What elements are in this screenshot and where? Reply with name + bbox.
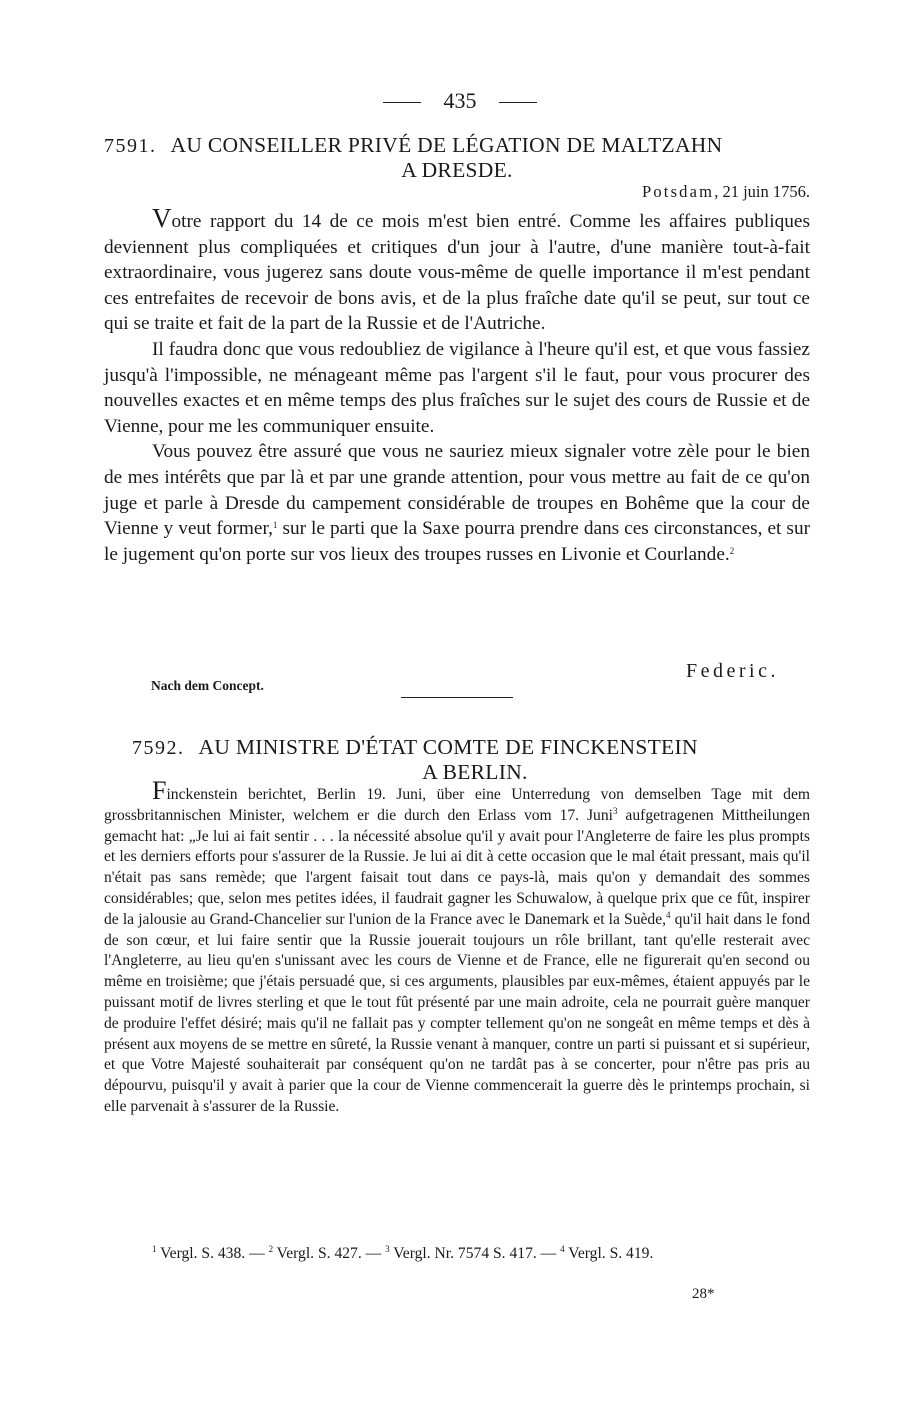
footnotes — [104, 1244, 810, 1264]
paragraph-text: aufgetragenen Mittheilungen gemacht hat: „Je lui ai fait sentir . . . la nécessité absolue qu'il y avait pour l'Angleterre de faire les plus prompts et les derniers efforts pour s'assurer de la Russie. Je lui ai dit à cette occasion que le mal était pressant, mais qu'il n'était pas sans remède; que l'argent faisait tout dans ce pays-là, mais qu'on y demandait des sommes considérables; que, selon mes petites idées, il faudrait gagner les Schuwalow, à quelque prix que ce fût, inspirer de la jalousie au Grand-Chancelier sur l'union de la France avec le Danemark et la Suède, — [104, 806, 810, 928]
paragraph-text: otre rapport du 14 de ce mois m'est bien entré. Comme les affaires publiques deviennent plus compliquées et critiques d'un jour à l'autre, d'une manière tout-à-fait extraordinaire, vous jugerez sans doute vous-même de quelle importance il m'est pendant ces entrefaites de recevoir de bons avis, et de la plus fraîche date qu'il se peut, sur tout ce qui se traite et fait de la part de la Russie et de l'Autriche. — [104, 211, 810, 335]
footnote-text: Vergl. S. 438. — — [156, 1245, 269, 1262]
footnote-text: Vergl. Nr. 7574 S. 417. — — [389, 1245, 561, 1262]
heading-destination: A DRESDE. — [401, 158, 513, 182]
footnote-ref: 3 — [613, 805, 618, 816]
footnote-marker: 2 — [268, 1244, 274, 1254]
paragraph-text: inckenstein berichtet, Berlin 19. Juni, über eine Unterredung von demselben Tage mit dem grossbritannischen Minister, welchem er die durch den Erlass vom 17. Juni — [104, 786, 810, 824]
footnote-line — [104, 1244, 810, 1264]
paragraph-text: sur le parti que la Saxe pourra prendre dans ces circonstances, et sur le jugement qu'on porte sur vos lieux des troupes russes en Livonie et Courlande. — [104, 518, 811, 565]
footnote-ref: 4 — [666, 909, 671, 920]
document-7591-heading — [104, 133, 810, 182]
heading-title: AU CONSEILLER PRIVÉ DE LÉGATION DE MALTZAHN — [170, 133, 723, 157]
heading-line-1 — [104, 133, 810, 158]
initial-letter: V — [152, 203, 172, 233]
document-7592-heading — [104, 735, 786, 784]
header-dash-right — [499, 102, 537, 103]
paragraph-text: qu'il hait dans le fond de son cœur, et lui faire sentir que la Russie jouerait toujours un rôle brillant, tant qu'elle resterait avec l'Angleterre, au lieu qu'en s'unissant avec les cours de Vienne et de France, elle ne figurerait qu'en second ou même en troisième; que j'étais persuadé que, si ces arguments, plausibles par eux-mêmes, étaient appuyés par le puissant motif de livres sterling et que le tout fût présenté par une main adroite, cela ne pourrait guère manquer de produire l'effet désiré; mais qu'il ne fallait pas y compter tellement qu'on ne songeât en même temps et dès à présent aux moyens de se mettre en sûreté, la Russie venant à manquer, contre un parti si puissant et si supérieur, et que Votre Majesté souhaiterait par conséquent qu'on ne tardât pas à se concerter, pour n'être pas pris au dépourvu, puisqu'il y avait à parier que la cour de Vienne commencerait la guerre dès le printemps prochain, si elle parvenait à s'assurer de la Russie. — [104, 910, 810, 1115]
dateline — [560, 182, 810, 202]
footnote-marker: 4 — [560, 1244, 565, 1254]
footnote-text: Vergl. S. 419. — [564, 1245, 654, 1262]
page-header — [0, 88, 900, 118]
heading-destination: A BERLIN. — [422, 760, 528, 784]
initial-letter: F — [152, 776, 167, 805]
footnote-ref: 2 — [729, 545, 735, 556]
footnote-marker: 3 — [385, 1244, 390, 1254]
dateline-place: Potsdam — [641, 182, 715, 201]
signature: Federic. — [686, 660, 779, 682]
header-dash-left — [383, 102, 421, 103]
footnote-text: Vergl. S. 427. — — [273, 1245, 386, 1262]
printer-signature-mark: 28* — [692, 1286, 715, 1302]
dateline-date: , 21 juin 1756. — [714, 182, 810, 201]
letter-body — [104, 203, 811, 567]
report-summary — [104, 776, 810, 1118]
letter-paragraph — [104, 439, 810, 567]
letter-paragraph: Il faudra donc que vous redoubliez de vigilance à l'heure qu'il est, et que vous fassiez jusqu'à l'impossible, ne ménageant même pas l'argent s'il le faut, pour vous procurer des nouvelles exactes et en même temps des plus fraîches sur le sujet des cours de Russie et de Vienne, pour me les communiquer ensuite. — [104, 338, 810, 437]
section-divider — [401, 697, 513, 698]
heading-line-1 — [104, 735, 786, 760]
source-note: Nach dem Concept. — [151, 678, 264, 693]
letter-paragraph — [104, 203, 810, 337]
footnote-ref: 1 — [272, 520, 278, 531]
paragraph-text: Vous pouvez être assuré que vous ne sauriez mieux signaler votre zèle pour le bien de mes intérêts que par là et par une grande attention, pour vous mettre au fait de ce qu'on juge et parle à Dresde du campement considérable de troupes en Bohême que la cour de Vienne y veut former, — [104, 441, 810, 540]
heading-title: AU MINISTRE D'ÉTAT COMTE DE FINCKENSTEIN — [198, 735, 698, 759]
summary-paragraph — [104, 776, 810, 1118]
page-number: 435 — [443, 88, 477, 113]
document-number: 7592. — [132, 737, 185, 759]
document-number: 7591. — [104, 135, 157, 157]
footnote-marker: 1 — [152, 1244, 157, 1254]
